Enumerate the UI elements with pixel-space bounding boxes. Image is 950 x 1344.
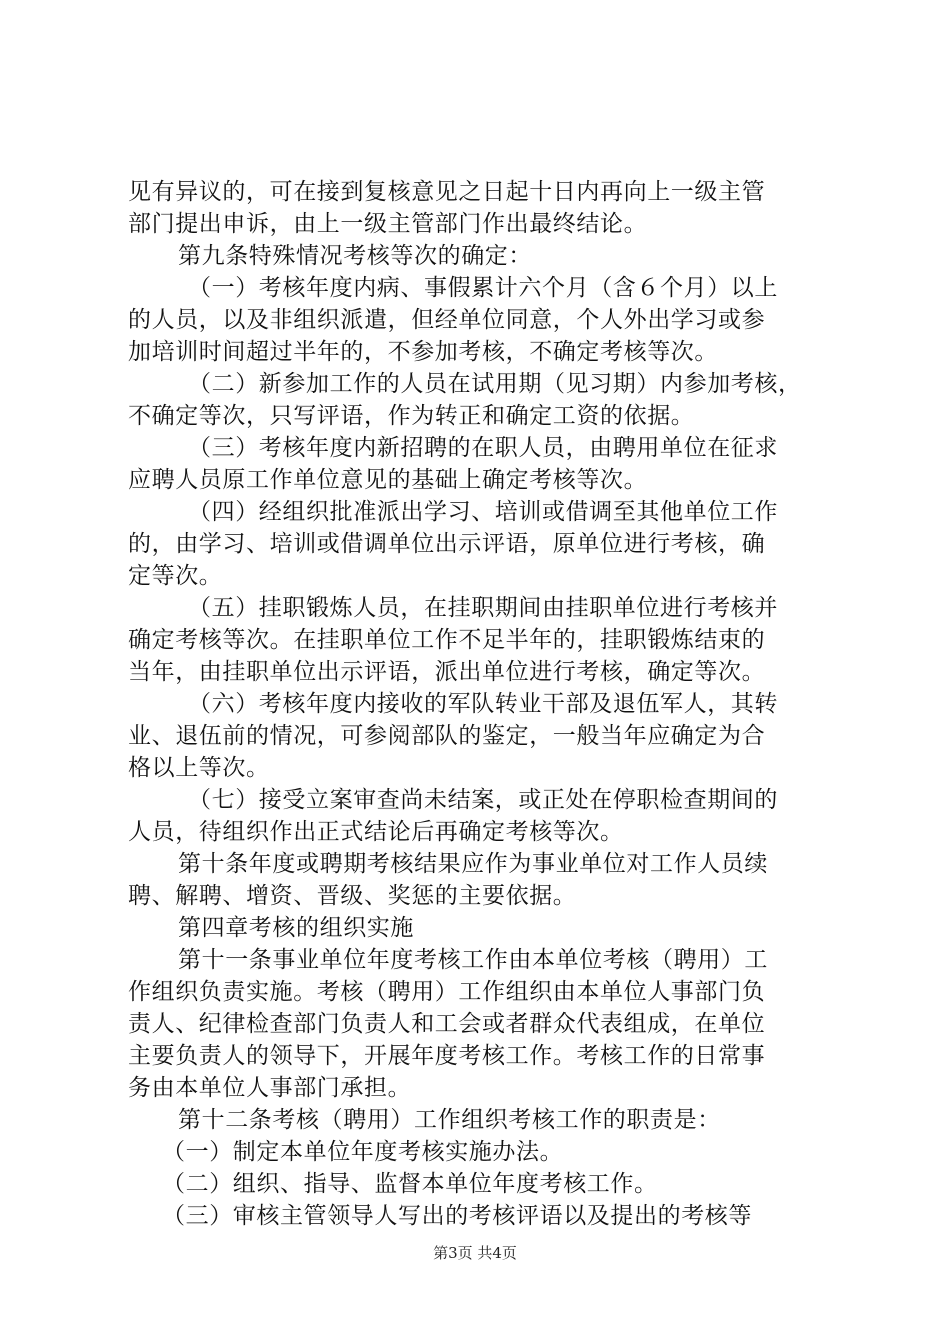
text-line: 务由本单位人事部门承担。: [128, 1075, 412, 1101]
text-line: （一）考核年度内病、事假累计六个月（含６个月）以上: [188, 275, 778, 301]
text-line: 当年，由挂职单位出示评语，派出单位进行考核，确定等次。: [128, 659, 766, 685]
text-line: （一）制定本单位年度考核实施办法。: [162, 1139, 564, 1165]
text-line: 部门提出申诉，由上一级主管部门作出最终结论。: [128, 211, 648, 237]
document-body: [128, 176, 828, 1232]
page-footer: 第3页 共4页: [433, 1244, 517, 1262]
text-line: 加培训时间超过半年的，不参加考核，不确定考核等次。: [128, 339, 718, 365]
text-line: 不确定等次，只写评语，作为转正和确定工资的依据。: [128, 403, 695, 429]
text-line: 业、退伍前的情况，可参阅部队的鉴定，一般当年应确定为合: [128, 723, 766, 749]
text-line: 第十条年度或聘期考核结果应作为事业单位对工作人员续: [178, 851, 768, 877]
text-line: （三）考核年度内新招聘的在职人员，由聘用单位在征求: [188, 435, 778, 461]
text-line: 第十二条考核（聘用）工作组织考核工作的职责是：: [178, 1107, 721, 1133]
text-line: 主要负责人的领导下，开展年度考核工作。考核工作的日常事: [128, 1043, 766, 1069]
text-line: 人员，待组织作出正式结论后再确定考核等次。: [128, 819, 624, 845]
text-line: 格以上等次。: [128, 755, 270, 781]
text-line: （七）接受立案审查尚未结案，或正处在停职检查期间的: [188, 787, 778, 813]
text-line: 聘、解聘、增资、晋级、奖惩的主要依据。: [128, 883, 577, 909]
article-heading: 第九条特殊情况考核等次的确定：: [178, 243, 532, 269]
text-line: 作组织负责实施。考核（聘用）工作组织由本单位人事部门负: [128, 979, 766, 1005]
text-line: 的，由学习、培训或借调单位出示评语，原单位进行考核，确: [128, 531, 766, 557]
text-line: （二）组织、指导、监督本单位年度考核工作。: [162, 1171, 658, 1197]
text-line: 见有异议的，可在接到复核意见之日起十日内再向上一级主管: [128, 179, 766, 205]
text-line: 责人、纪律检查部门负责人和工会或者群众代表组成，在单位: [128, 1011, 766, 1037]
text-line: （二）新参加工作的人员在试用期（见习期）内参加考核，: [188, 371, 802, 397]
text-line: 定等次。: [128, 563, 223, 589]
text-line: （四）经组织批准派出学习、培训或借调至其他单位工作: [188, 499, 778, 525]
text-line: 第十一条事业单位年度考核工作由本单位考核（聘用）工: [178, 947, 768, 973]
text-line: （五）挂职锻炼人员，在挂职期间由挂职单位进行考核并: [188, 595, 778, 621]
text-line: （三）审核主管领导人写出的考核评语以及提出的考核等: [162, 1203, 752, 1229]
text-line: 应聘人员原工作单位意见的基础上确定考核等次。: [128, 467, 648, 493]
text-line: 确定考核等次。在挂职单位工作不足半年的，挂职锻炼结束的: [128, 627, 766, 653]
text-line: （六）考核年度内接收的军队转业干部及退伍军人，其转: [188, 691, 778, 717]
text-line: 的人员，以及非组织派遣，但经单位同意，个人外出学习或参: [128, 307, 766, 333]
chapter-heading: 第四章考核的组织实施: [178, 915, 414, 941]
